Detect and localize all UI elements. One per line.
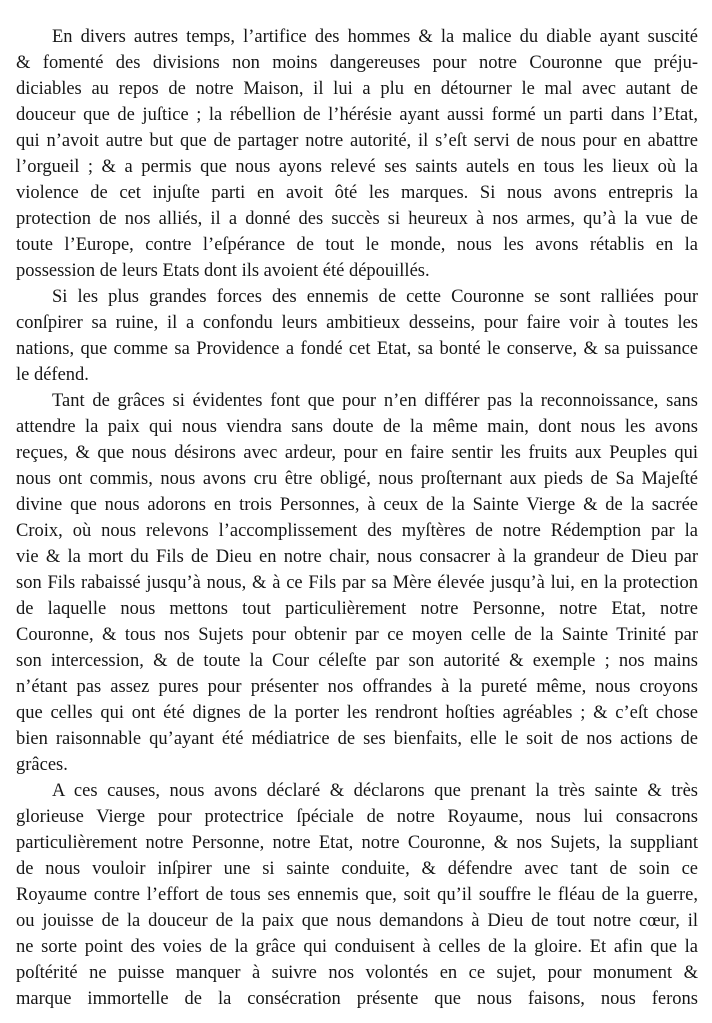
text-line: possession de leurs Etats dont ils avoient été dépouillés. [16,261,430,281]
text-line: Couronne, & tous nos Sujets pour obtenir par ce moyen celle de la Sainte Trinité par [16,625,698,645]
text-line: Croix, où nous relevons l’accomplissement des myſtères de notre Rédemption par la [16,521,698,541]
text-line: Si les plus grandes forces des ennemis de cette Couronne se sont ralliées pour [52,287,698,307]
text-line: nations, que comme sa Providence a fondé cet Etat, sa bonté le conserve, & sa puissance [16,339,698,359]
text-line: vie & la mort du Fils de Dieu en notre chair, nous consacrer à la grandeur de Dieu par [16,547,698,567]
paragraph-2 [16,284,698,388]
text-line: conſpirer sa ruine, il a confondu leurs ambitieux desseins, pour faire voir à toutes les [16,313,698,333]
text-line: que celles qui ont été dignes de la porter les rendront hoſties agréables ; & c’eſt chose [16,703,698,723]
text-line: diciables au repos de notre Maison, il lui a plu en détourner le mal avec autant de [16,79,698,99]
text-line: Royaume contre l’effort de tous ses ennemis que, soit qu’il souffre le fléau de la guerre, [16,885,698,905]
text-line: violence de cet injuſte parti en avoit ôté les marques. Si nous avons entrepris la [16,183,698,203]
text-line: le défend. [16,365,89,385]
text-line: divine que nous adorons en trois Personnes, à ceux de la Sainte Vierge & de la sacrée [16,495,698,515]
text-line: particulièrement notre Personne, notre Etat, notre Couronne, & nos Sujets, la suppliant [16,833,698,853]
text-line: de laquelle nous mettons tout particulièrement notre Personne, notre Etat, notre [16,599,698,619]
text-line: En divers autres temps, l’artifice des hommes & la malice du diable ayant suscité [52,27,698,47]
text-line: bien raisonnable qu’ayant été médiatrice de ses bienfaits, elle le soit de nos actions de [16,729,698,749]
text-line: Tant de grâces si évidentes font que pour n’en différer pas la reconnoissance, sans [52,391,698,411]
text-line: marque immortelle de la consécration présente que nous faisons, nous ferons [16,989,698,1009]
text-line: l’orgueil ; & a permis que nous ayons relevé ses saints autels en tous les lieux où la [16,157,698,177]
text-line: ou jouisse de la douceur de la paix que nous demandons à Dieu de tout notre cœur, il [16,911,698,931]
text-line: attendre la paix qui nous viendra sans doute de la même main, dont nous les avons [16,417,698,437]
text-line: son Fils rabaissé jusqu’à nous, & à ce Fils par sa Mère élevée jusqu’à lui, en la protection [16,573,698,593]
text-line: qui n’avoit autre but que de partager notre autorité, il s’eſt servi de nous pour en abattre [16,131,698,151]
text-line: reçues, & que nous désirons avec ardeur, pour en faire sentir les fruits aux Peuples qui [16,443,698,463]
text-line: protection de nos alliés, il a donné des succès si heureux à nos armes, qu’à la vue de [16,209,698,229]
paragraph-4 [16,778,698,1012]
text-line: glorieuse Vierge pour protectrice ſpéciale de notre Royaume, nous lui consacrons [16,807,698,827]
text-line: nous ont commis, nous avons cru être obligé, nous proſternant aux pieds de Sa Majeſté [16,469,698,489]
text-line: A ces causes, nous avons déclaré & déclarons que prenant la très sainte & très [52,781,698,801]
text-line: douceur que de juſtice ; la rébellion de l’hérésie ayant aussi formé un parti dans l’Etat, [16,105,698,125]
text-line: grâces. [16,755,68,775]
text-line: n’étant pas assez pures pour présenter nos offrandes à la pureté même, nous croyons [16,677,698,697]
text-line: toute l’Europe, contre l’eſpérance de tout le monde, nous les avons rétablis en la [16,235,698,255]
paragraph-3 [16,388,698,778]
text-line: son intercession, & de toute la Cour céleſte par son autorité & exemple ; nos mains [16,651,698,671]
text-line: & fomenté des divisions non moins dangereuses pour notre Couronne que préju- [16,53,698,73]
text-line: de nous vouloir inſpirer une si sainte conduite, & défendre avec tant de soin ce [16,859,698,879]
paragraph-1 [16,24,698,284]
text-line: ne sorte point des voies de la grâce qui conduisent à celles de la gloire. Et afin que la [16,937,698,957]
text-line: poſtérité ne puisse manquer à suivre nos volontés en ce sujet, pour monument & [16,963,698,983]
